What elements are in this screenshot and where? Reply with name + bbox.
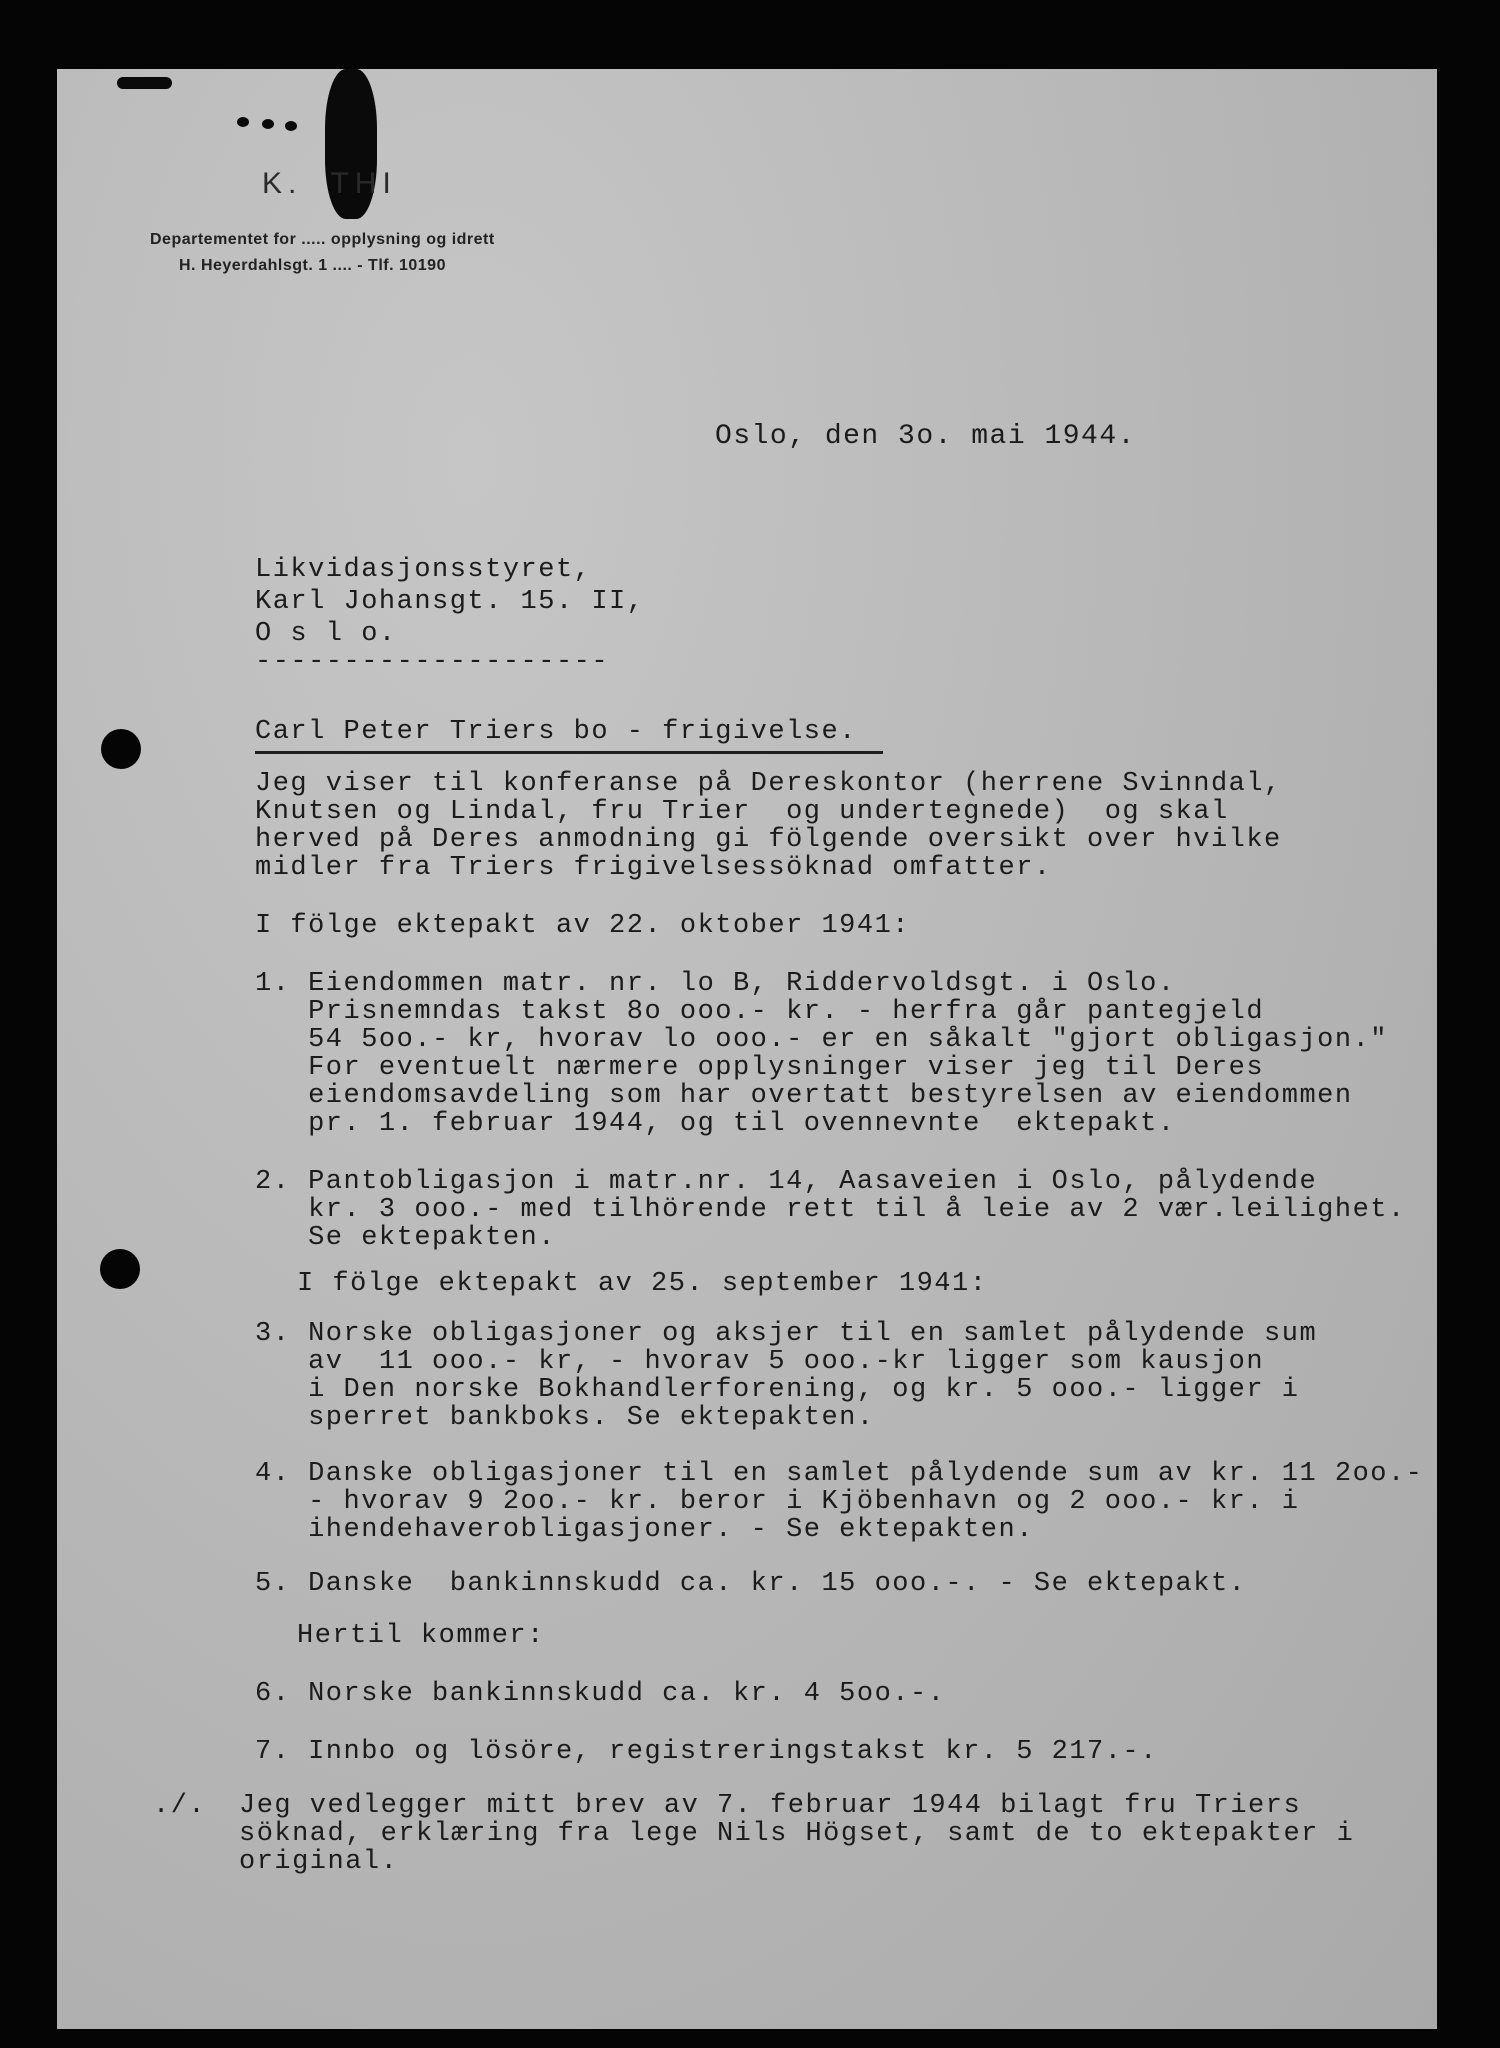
item-line: i Den norske Bokhandlerforening, og kr. 5 ooo.- ligger i bbox=[255, 1375, 1300, 1405]
item-line: - hvorav 9 2oo.- kr. beror i Kjöbenhavn og 2 ooo.- kr. i bbox=[255, 1487, 1300, 1517]
subject-line: Carl Peter Triers bo - frigivelse. bbox=[255, 717, 857, 747]
item-line: 3. Norske obligasjoner og aksjer til en samlet pålydende sum bbox=[255, 1319, 1318, 1349]
closing-line: söknad, erklæring fra lege Nils Högset, samt de to ektepakter i bbox=[239, 1819, 1355, 1849]
recipient-street: Karl Johansgt. 15. II, bbox=[255, 587, 645, 617]
item-line: 54 5oo.- kr, hvorav lo ooo.- er en såkalt "gjort obligasjon." bbox=[255, 1025, 1388, 1055]
intro-line: midler fra Triers frigivelsessöknad omfatter. bbox=[255, 853, 1052, 883]
closing-line: original. bbox=[239, 1847, 399, 1877]
recipient-name: Likvidasjonsstyret, bbox=[255, 555, 592, 585]
date-line: Oslo, den 3o. mai 1944. bbox=[715, 421, 1136, 452]
enclosure-mark: ./. bbox=[153, 1791, 207, 1821]
item-7: 7. Innbo og lösöre, registreringstakst kr. 5 217.-. bbox=[255, 1737, 1158, 1767]
ink-smudge bbox=[237, 117, 249, 127]
item-6: 6. Norske bankinnskudd ca. kr. 4 5oo.-. bbox=[255, 1679, 946, 1709]
item-line: ihendehaverobligasjoner. - Se ektepakten. bbox=[255, 1515, 1034, 1545]
punch-hole bbox=[101, 729, 141, 769]
item-line: av 11 ooo.- kr, - hvorav 5 ooo.-kr ligger som kausjon bbox=[255, 1347, 1265, 1377]
item-line: 1. Eiendommen matr. nr. lo B, Riddervoldsgt. i Oslo. bbox=[255, 969, 1176, 999]
ink-smudge bbox=[285, 121, 297, 131]
item-line: 4. Danske obligasjoner til en samlet pålydende sum av kr. 11 2oo.- bbox=[255, 1459, 1424, 1489]
letterhead-title: K. THI bbox=[262, 167, 397, 200]
item-line: kr. 3 ooo.- med tilhörende rett til å leie av 2 vær.leilighet. bbox=[255, 1195, 1406, 1225]
item-line: Se ektepakten. bbox=[255, 1223, 556, 1253]
punch-hole bbox=[100, 1249, 140, 1289]
item-line: 2. Pantobligasjon i matr.nr. 14, Aasaveien i Oslo, pålydende bbox=[255, 1167, 1318, 1197]
letterhead-department: Departementet for ..... opplysning og idrett bbox=[150, 231, 495, 248]
item-line: Prisnemndas takst 8o ooo.- kr. - herfra går pantegjeld bbox=[255, 997, 1265, 1027]
recipient-city: O s l o. bbox=[255, 619, 397, 649]
item-line: pr. 1. februar 1944, og til ovennevnte ektepakt. bbox=[255, 1109, 1176, 1139]
closing-line: Jeg vedlegger mitt brev av 7. februar 1944 bilagt fru Triers bbox=[239, 1791, 1302, 1821]
intro-line: herved på Deres anmodning gi fölgende oversikt over hvilke bbox=[255, 825, 1282, 855]
recipient-rule: -------------------- bbox=[255, 647, 610, 677]
item-5: 5. Danske bankinnskudd ca. kr. 15 ooo.-. - Se ektepakt. bbox=[255, 1569, 1247, 1599]
subject-underline bbox=[255, 751, 883, 754]
ink-smudge bbox=[262, 119, 274, 129]
item-line: sperret bankboks. Se ektepakten. bbox=[255, 1403, 875, 1433]
intro-line: Knutsen og Lindal, fru Trier og undertegnede) og skal bbox=[255, 797, 1229, 827]
intro-line: Jeg viser til konferanse på Dereskontor (herrene Svinndal, bbox=[255, 769, 1282, 799]
letter-page bbox=[57, 69, 1437, 2029]
section-heading-1941-sep: I fölge ektepakt av 25. september 1941: bbox=[297, 1269, 988, 1299]
item-line: For eventuelt nærmere opplysninger viser jeg til Deres bbox=[255, 1053, 1265, 1083]
letterhead-address: H. Heyerdahlsgt. 1 .... - Tlf. 10190 bbox=[179, 257, 446, 274]
hertil-line: Hertil kommer: bbox=[297, 1621, 545, 1651]
item-line: eiendomsavdeling som har overtatt bestyrelsen av eiendommen bbox=[255, 1081, 1353, 1111]
section-heading-1941-oct: I fölge ektepakt av 22. oktober 1941: bbox=[255, 911, 910, 941]
ink-smudge bbox=[117, 77, 172, 89]
